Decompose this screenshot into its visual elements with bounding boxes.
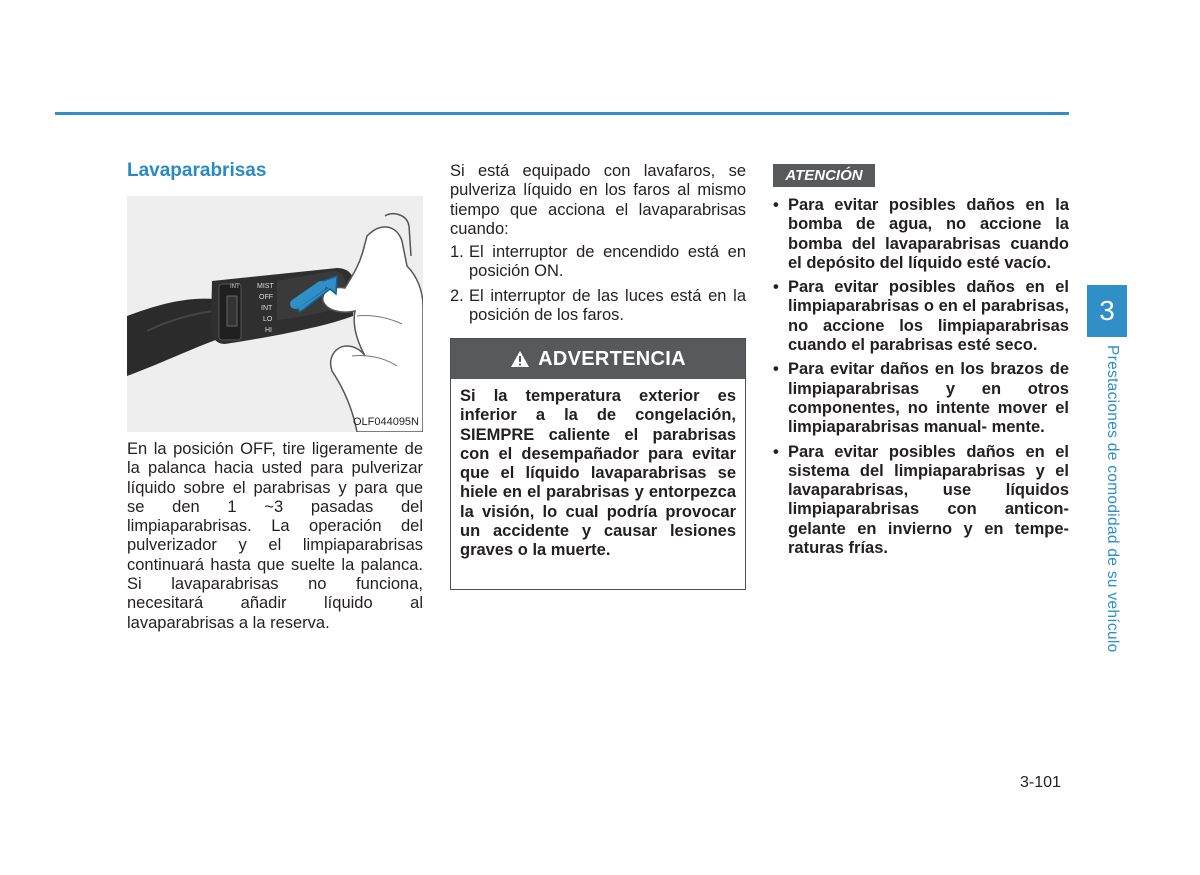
bullet: • — [773, 360, 779, 379]
stalk-label-mist: MIST — [257, 283, 274, 290]
chapter-title: Prestaciones de comodidad de su vehículo — [1104, 345, 1121, 653]
bullet: • — [773, 278, 779, 297]
caution-item — [773, 278, 1069, 355]
list-item-text: El interruptor de las luces está en la posición de los faros. — [469, 286, 746, 325]
stalk-label-int: INT — [261, 305, 273, 312]
section-title: Lavaparabrisas — [127, 160, 267, 181]
list-item-text: El interruptor de encendido está en posición ON. — [469, 243, 746, 281]
warning-header — [451, 339, 745, 379]
caution-label: ATENCIÓN — [773, 164, 875, 187]
caution-item-text: Para evitar daños en los brazos de limpiaparabrisas y en otros componentes, no intente mover el limpiaparabrisas manual- mente. — [788, 360, 1069, 437]
wiper-stalk-illustration — [127, 196, 423, 432]
section-paragraph: En la posición OFF, tire ligeramente de la palanca hacia usted para pulverizar líquido sobre el parabrisas y para que se den 1 ~3 pasadas del limpiaparabrisas. La operación del pulverizador y el limpiaparabrisas continuará hasta que suelte la palanca. Si lavaparabrisas no funciona, necesitará añadir líquido al lavaparabrisas a la reserva. — [127, 440, 423, 632]
page-number: 3-101 — [1020, 774, 1061, 791]
list-item-number: 1. — [450, 243, 464, 262]
caution-item-text: Para evitar posibles daños en el sistema del limpiaparabrisas y el lavaparabrisas, use líquidos limpiaparabrisas con anticon- gelante en invierno y en tempe- raturas frías. — [788, 442, 1069, 558]
list-item — [450, 287, 746, 326]
condition-list — [450, 243, 746, 325]
caution-section — [773, 196, 1069, 563]
stalk-label-off: OFF — [259, 294, 273, 301]
headlamp-washer-section — [450, 162, 746, 330]
caution-list — [773, 196, 1069, 558]
bullet: • — [773, 196, 779, 214]
warning-triangle-icon — [510, 350, 530, 368]
header-rule — [55, 112, 1069, 115]
warning-box — [450, 338, 746, 590]
stalk-hand-drawing — [127, 196, 423, 432]
caution-item — [773, 360, 1069, 437]
stalk-label-lo: LO — [263, 316, 273, 323]
warning-title: ADVERTENCIA — [538, 347, 686, 370]
stalk-label-hi: HI — [265, 327, 272, 334]
caution-item-text: Para evitar posibles daños en la bomba de agua, no accione la bomba del lavaparabrisas cuando el depósito del líquido esté vacío. — [788, 196, 1069, 272]
caution-item-text: Para evitar posibles daños en el limpiaparabrisas o en el parabrisas, no accione los limpiaparabrisas cuando el parabrisas esté seco. — [788, 278, 1069, 355]
chapter-number-tab: 3 — [1087, 285, 1127, 337]
figure-code: OLF044095N — [352, 416, 419, 428]
list-item-number: 2. — [450, 286, 464, 305]
list-item — [450, 243, 746, 282]
warning-body: Si la temperatura exterior es inferior a la de congelación, SIEMPRE caliente el parabrisas con el desempañador para evitar que el líquido lavaparabrisas se hiele en el parabrisas y entorpezca la visión, lo cual podría provocar un accidente y causar lesiones graves o la muerte. — [460, 387, 736, 560]
stalk-ring-label: INT — [230, 284, 240, 290]
bullet: • — [773, 442, 779, 461]
headlamp-washer-intro: Si está equipado con lavafaros, se pulveriza líquido en los faros al mismo tiempo que acciona el lavaparabrisas cuando: — [450, 162, 746, 238]
caution-item — [773, 443, 1069, 559]
caution-item — [773, 196, 1069, 273]
